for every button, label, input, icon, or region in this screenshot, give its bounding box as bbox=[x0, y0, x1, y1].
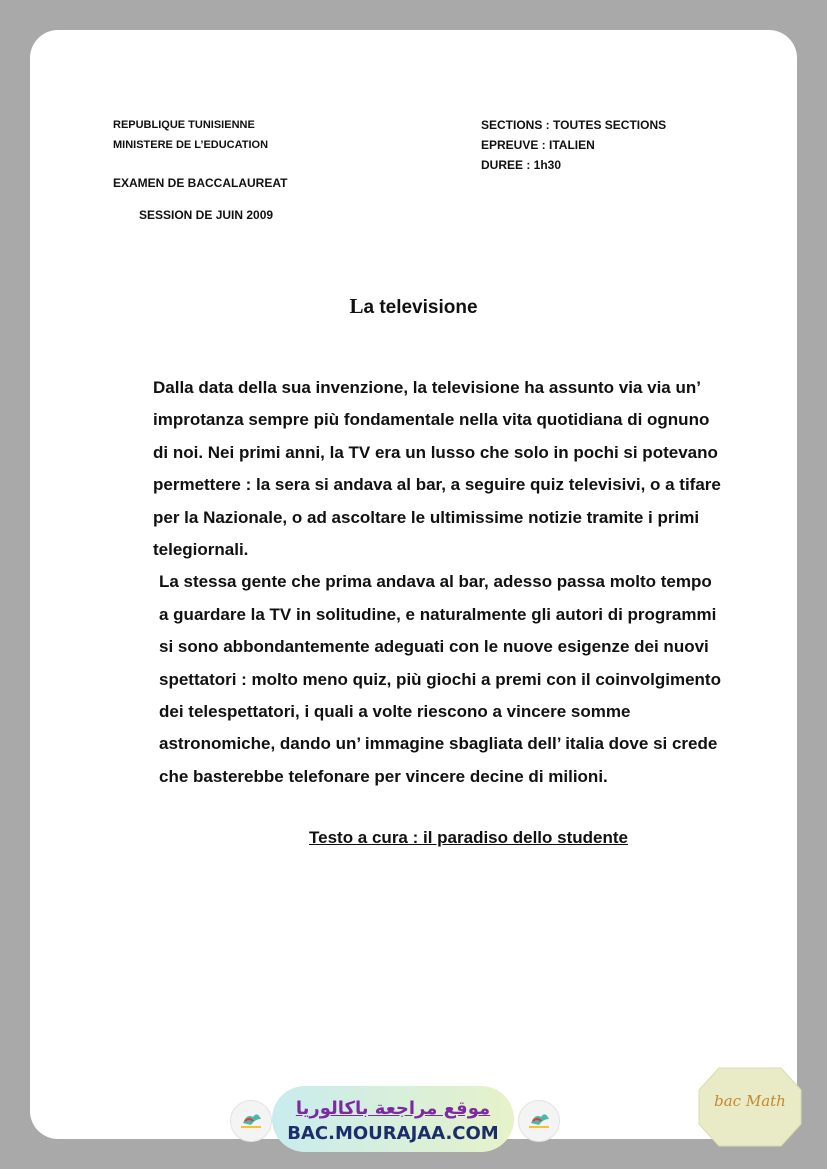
header-duree: DUREE : 1h30 bbox=[481, 158, 562, 172]
header-epreuve: EPREUVE : ITALIEN bbox=[481, 138, 595, 152]
site-arabic-name: موقع مراجعة باكالوريا bbox=[295, 1098, 491, 1119]
header-ministry: MINISTERE DE L’EDUCATION bbox=[113, 139, 269, 151]
header-session: SESSION DE JUIN 2009 bbox=[139, 208, 274, 222]
stamp-text: bac Math bbox=[714, 1092, 786, 1110]
paragraph-1: Dalla data della sua invenzione, la televisione ha assunto via via un’ improtanza sempre più fondamentale nella vita quotidiana di ognuno di noi. Nei primi anni, la TV era un lusso che solo in pochi si potevano permettere : la sera si andava al bar, a seguire quiz televisivi, o a tifare per la Nazionale, o ad ascoltare le ultimissime notizie tramite i primi telegiornali. bbox=[153, 378, 721, 560]
site-url[interactable]: BAC.MOURAJAA.COM bbox=[287, 1123, 499, 1144]
site-logo-right-icon bbox=[518, 1100, 560, 1142]
document-title bbox=[0, 294, 827, 319]
header-exam: EXAMEN DE BACCALAUREAT bbox=[113, 176, 288, 190]
site-logo-left-icon bbox=[230, 1100, 272, 1142]
source-credit: Testo a cura : il paradiso dello studente bbox=[309, 828, 628, 847]
header-sections: SECTIONS : TOUTES SECTIONS bbox=[481, 118, 667, 132]
paragraph-2: La stessa gente che prima andava al bar, adesso passa molto tempo a guardare la TV in solitudine, e naturalmente gli autori di programmi si sono abbondantemente adeguati con le nuove esigenze dei nuovi spettatori : molto meno quiz, più giochi a premi con il coinvolgimento dei telespettatori, i quali a volte riescono a vincere somme astronomiche, dando un’ immagine sbagliata dell’ italia dove si crede che basterebbe telefonare per vincere decine di milioni. bbox=[159, 572, 721, 786]
header-country: REPUBLIQUE TUNISIENNE bbox=[113, 119, 255, 131]
site-banner[interactable] bbox=[272, 1086, 514, 1152]
title-initial: L bbox=[349, 294, 364, 318]
title-rest: a televisione bbox=[363, 297, 478, 318]
document-body bbox=[113, 372, 723, 793]
